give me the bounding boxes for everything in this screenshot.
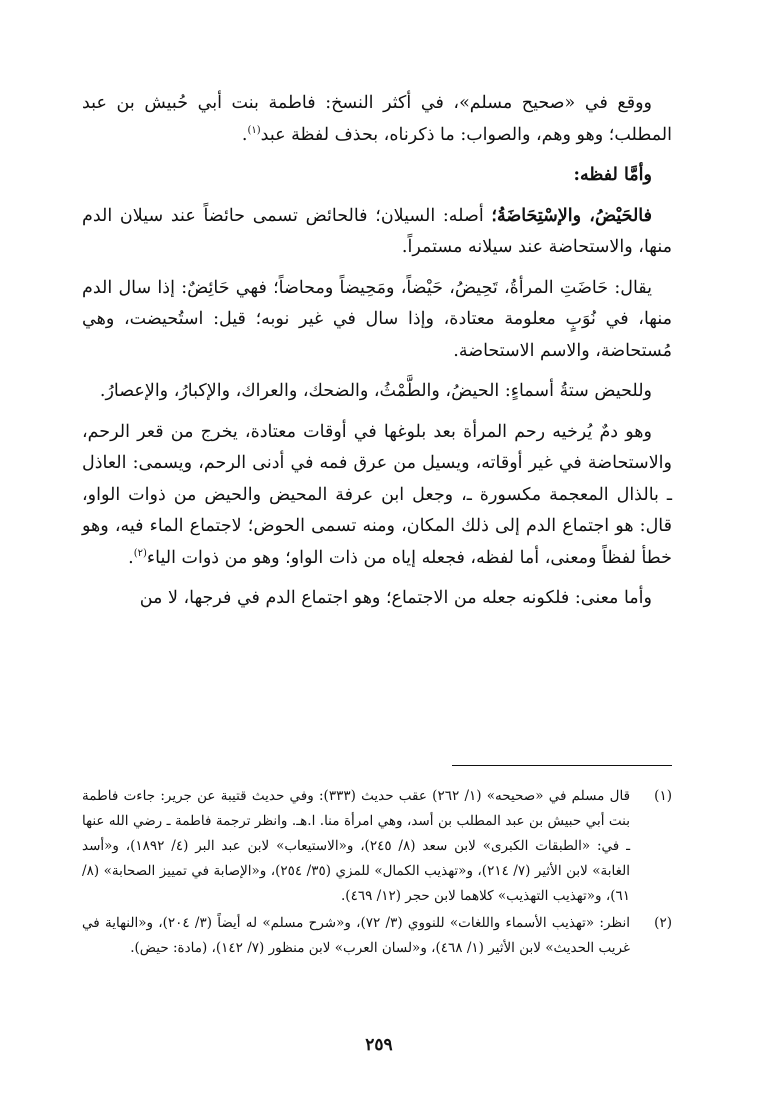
footnote-text: قال مسلم في «صحيحه» (١/ ٢٦٢) عقب حديث (٣٣٣): وفي حديث قتيبة عن جرير: جاءت فاطمة بنت أبي حبيش بن عبد المطلب بن أسد، وهي امرأة منا. ا.هـ. وانظر ترجمة فاطمة ـ رضي الله عنها ـ في: «الطبقات الكبرى» لابن سعد (٨/ ٢٤٥)، و«الاستيعاب» لابن عبد البر (٤/ ١٨٩٢)، و«أسد الغابة» لابن الأثير (٧/ ٢١٤)، و«تهذيب الكمال» للمزي (٣٥/ ٢٥٤)، و«الإصابة في تمييز الصحابة» (٨/ ٦١)، و«تهذيب التهذيب» كلاهما لابن حجر (١٢/ ٤٦٩). <box>82 788 631 904</box>
footnote-ref-2: (٢) <box>133 547 147 559</box>
paragraph-conjugation: يقال: حَاضَتِ المرأةُ، تَحِيضُ، حَيْضاً، ومَحِيضاً ومحاضاً؛ فهي حَائِضٌ: إذا سال الدم منها، في نُوَبٍ معلومة معتادة، وإذا سال في غير نوبه؛ قيل: استُحيضت، وهي مُستحاضة، والاسم الاستحاضة. <box>82 277 672 361</box>
footnote-number: (١) <box>654 788 672 804</box>
paragraph-naming-note <box>82 88 672 151</box>
footnotes <box>82 784 672 963</box>
main-text <box>82 88 672 624</box>
page-number: ٢٥٩ <box>365 1035 393 1055</box>
paragraph-definition <box>82 201 672 264</box>
paragraph-tail: . <box>241 124 248 145</box>
paragraph-description <box>82 417 672 575</box>
paragraph-text: أصله: السيلان؛ فالحائض تسمى حائضاً عند سيلان الدم منها، والاستحاضة عند سيلانه مستمراً. <box>82 205 672 257</box>
paragraph-text: ووقع في «صحيح مسلم»، في أكثر النسخ: فاطمة بنت أبي حُبيش بن عبد المطلب؛ وهو وهم، والصواب: ما ذكرناه، بحذف لفظة عبد <box>82 93 672 145</box>
term-lead: فالحَيْضُ، والإسْتِحَاضَةُ؛ <box>491 205 653 226</box>
paragraph-tail: . <box>128 547 134 568</box>
paragraph-names: وللحيض ستةُ أسماءٍ: الحيضُ، والطَّمْثُ، والضحك، والعراك، والإكبارُ، والإعصارُ. <box>99 381 652 401</box>
section-heading: وأمَّا لفظه: <box>573 165 652 185</box>
footnote-ref-1: (١) <box>247 124 261 136</box>
footnote-divider <box>452 765 672 766</box>
footnote-number: (٢) <box>654 915 672 931</box>
footnote-text: انظر: «تهذيب الأسماء واللغات» للنووي (٣/ ٧٢)، و«شرح مسلم» له أيضاً (٣/ ٢٠٤)، و«النهاية في غريب الحديث» لابن الأثير (١/ ٤٦٨)، و«لسان العرب» لابن منظور (٧/ ١٤٢)، (مادة: حيض). <box>82 915 630 956</box>
footnote-2 <box>82 911 672 961</box>
footnote-1 <box>82 784 672 909</box>
paragraph-meaning: وأما معنى: فلكونه جعله من الاجتماع؛ وهو اجتماع الدم في فرجها، لا من <box>139 588 652 608</box>
paragraph-text: وهو دمٌ يُرخيه رحم المرأة بعد بلوغها في أوقات معتادة، يخرج من قعر الرحم، والاستحاضة في غير أوقاته، ويسيل من عرق فمه في أدنى الرحم، ويسمى: العاذل ـ بالذال المعجمة مكسورة ـ، وجعل ابن عرفة المحيض والحيض من ذوات الواو، قال: هو اجتماع الدم إلى ذلك المكان، ومنه تسمى الحوض؛ لاجتماع الماء فيه، وهو خطأ لفظاً ومعنى، أما لفظه، فجعله إياه من ذات الواو؛ وهو من ذوات الياء <box>82 421 672 568</box>
